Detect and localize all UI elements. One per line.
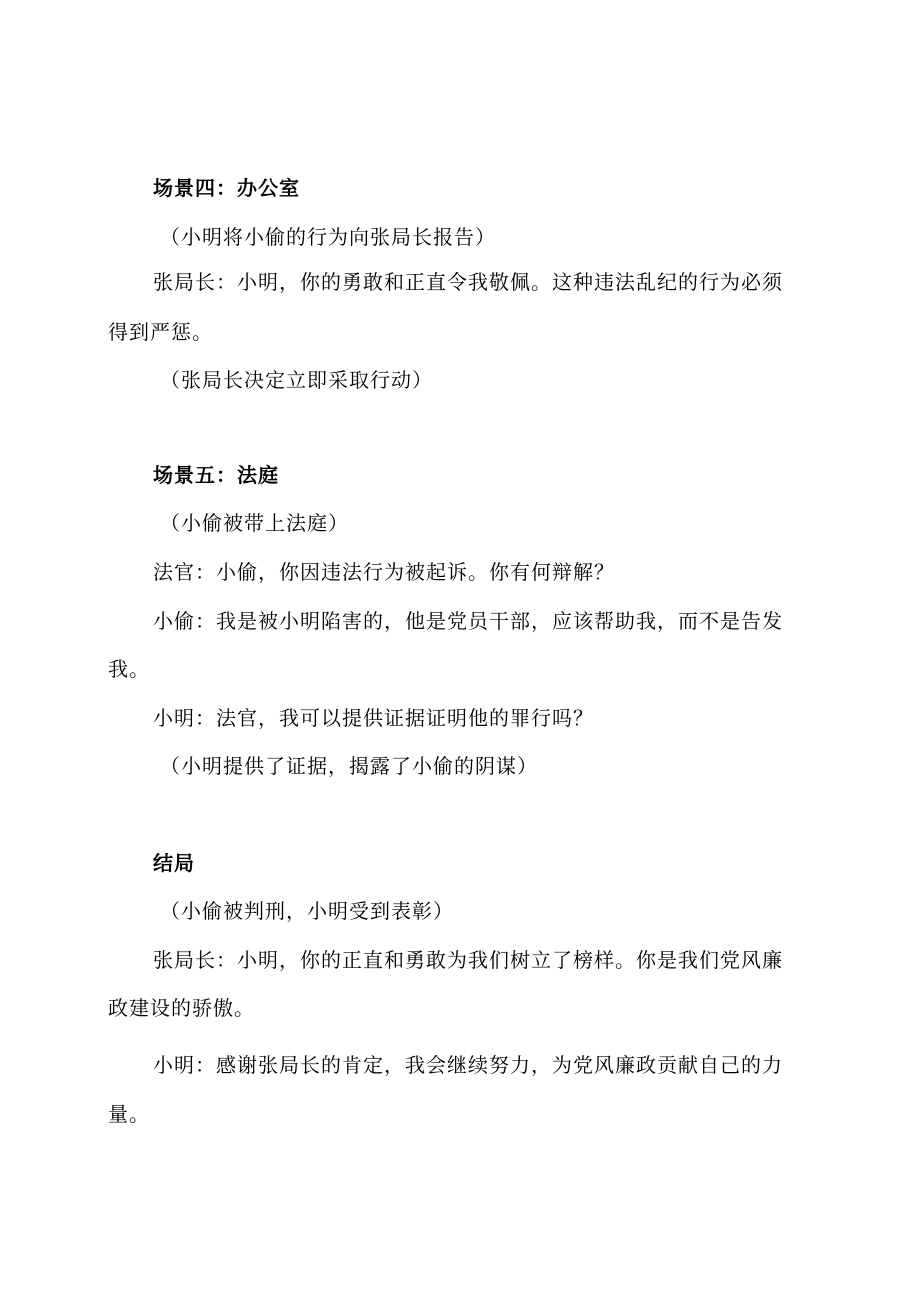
dialogue-line: 张局长：小明，你的正直和勇敢为我们树立了榜样。你是我们党风廉 [153, 948, 783, 972]
dialogue-line: 小明：法官，我可以提供证据证明他的罪行吗？ [153, 706, 594, 730]
dialogue-line-continued: 得到严惩。 [108, 320, 213, 344]
stage-direction: （张局长决定立即采取行动） [160, 368, 433, 392]
stage-direction: （小偷被判刑，小明受到表彰） [160, 899, 454, 923]
dialogue-line: 小偷：我是被小明陷害的，他是党员干部，应该帮助我，而不是告发 [153, 609, 783, 633]
dialogue-line-continued: 政建设的骄傲。 [108, 996, 255, 1020]
stage-direction: （小明将小偷的行为向张局长报告） [160, 225, 496, 249]
dialogue-line-continued: 我。 [108, 657, 150, 681]
dialogue-line: 张局长：小明，你的勇敢和正直令我敬佩。这种违法乱纪的行为必须 [153, 270, 783, 294]
scene-five-heading: 场景五：法庭 [153, 463, 279, 487]
dialogue-line: 法官：小偷，你因违法行为被起诉。你有何辩解？ [153, 560, 615, 584]
dialogue-line-continued: 量。 [108, 1102, 150, 1126]
stage-direction: （小明提供了证据，揭露了小偷的阴谋） [160, 754, 538, 778]
scene-four-heading: 场景四：办公室 [153, 176, 300, 200]
stage-direction: （小偷被带上法庭） [160, 511, 349, 535]
ending-heading: 结局 [153, 851, 195, 875]
dialogue-line: 小明：感谢张局长的肯定，我会继续努力，为党风廉政贡献自己的力 [153, 1053, 783, 1077]
